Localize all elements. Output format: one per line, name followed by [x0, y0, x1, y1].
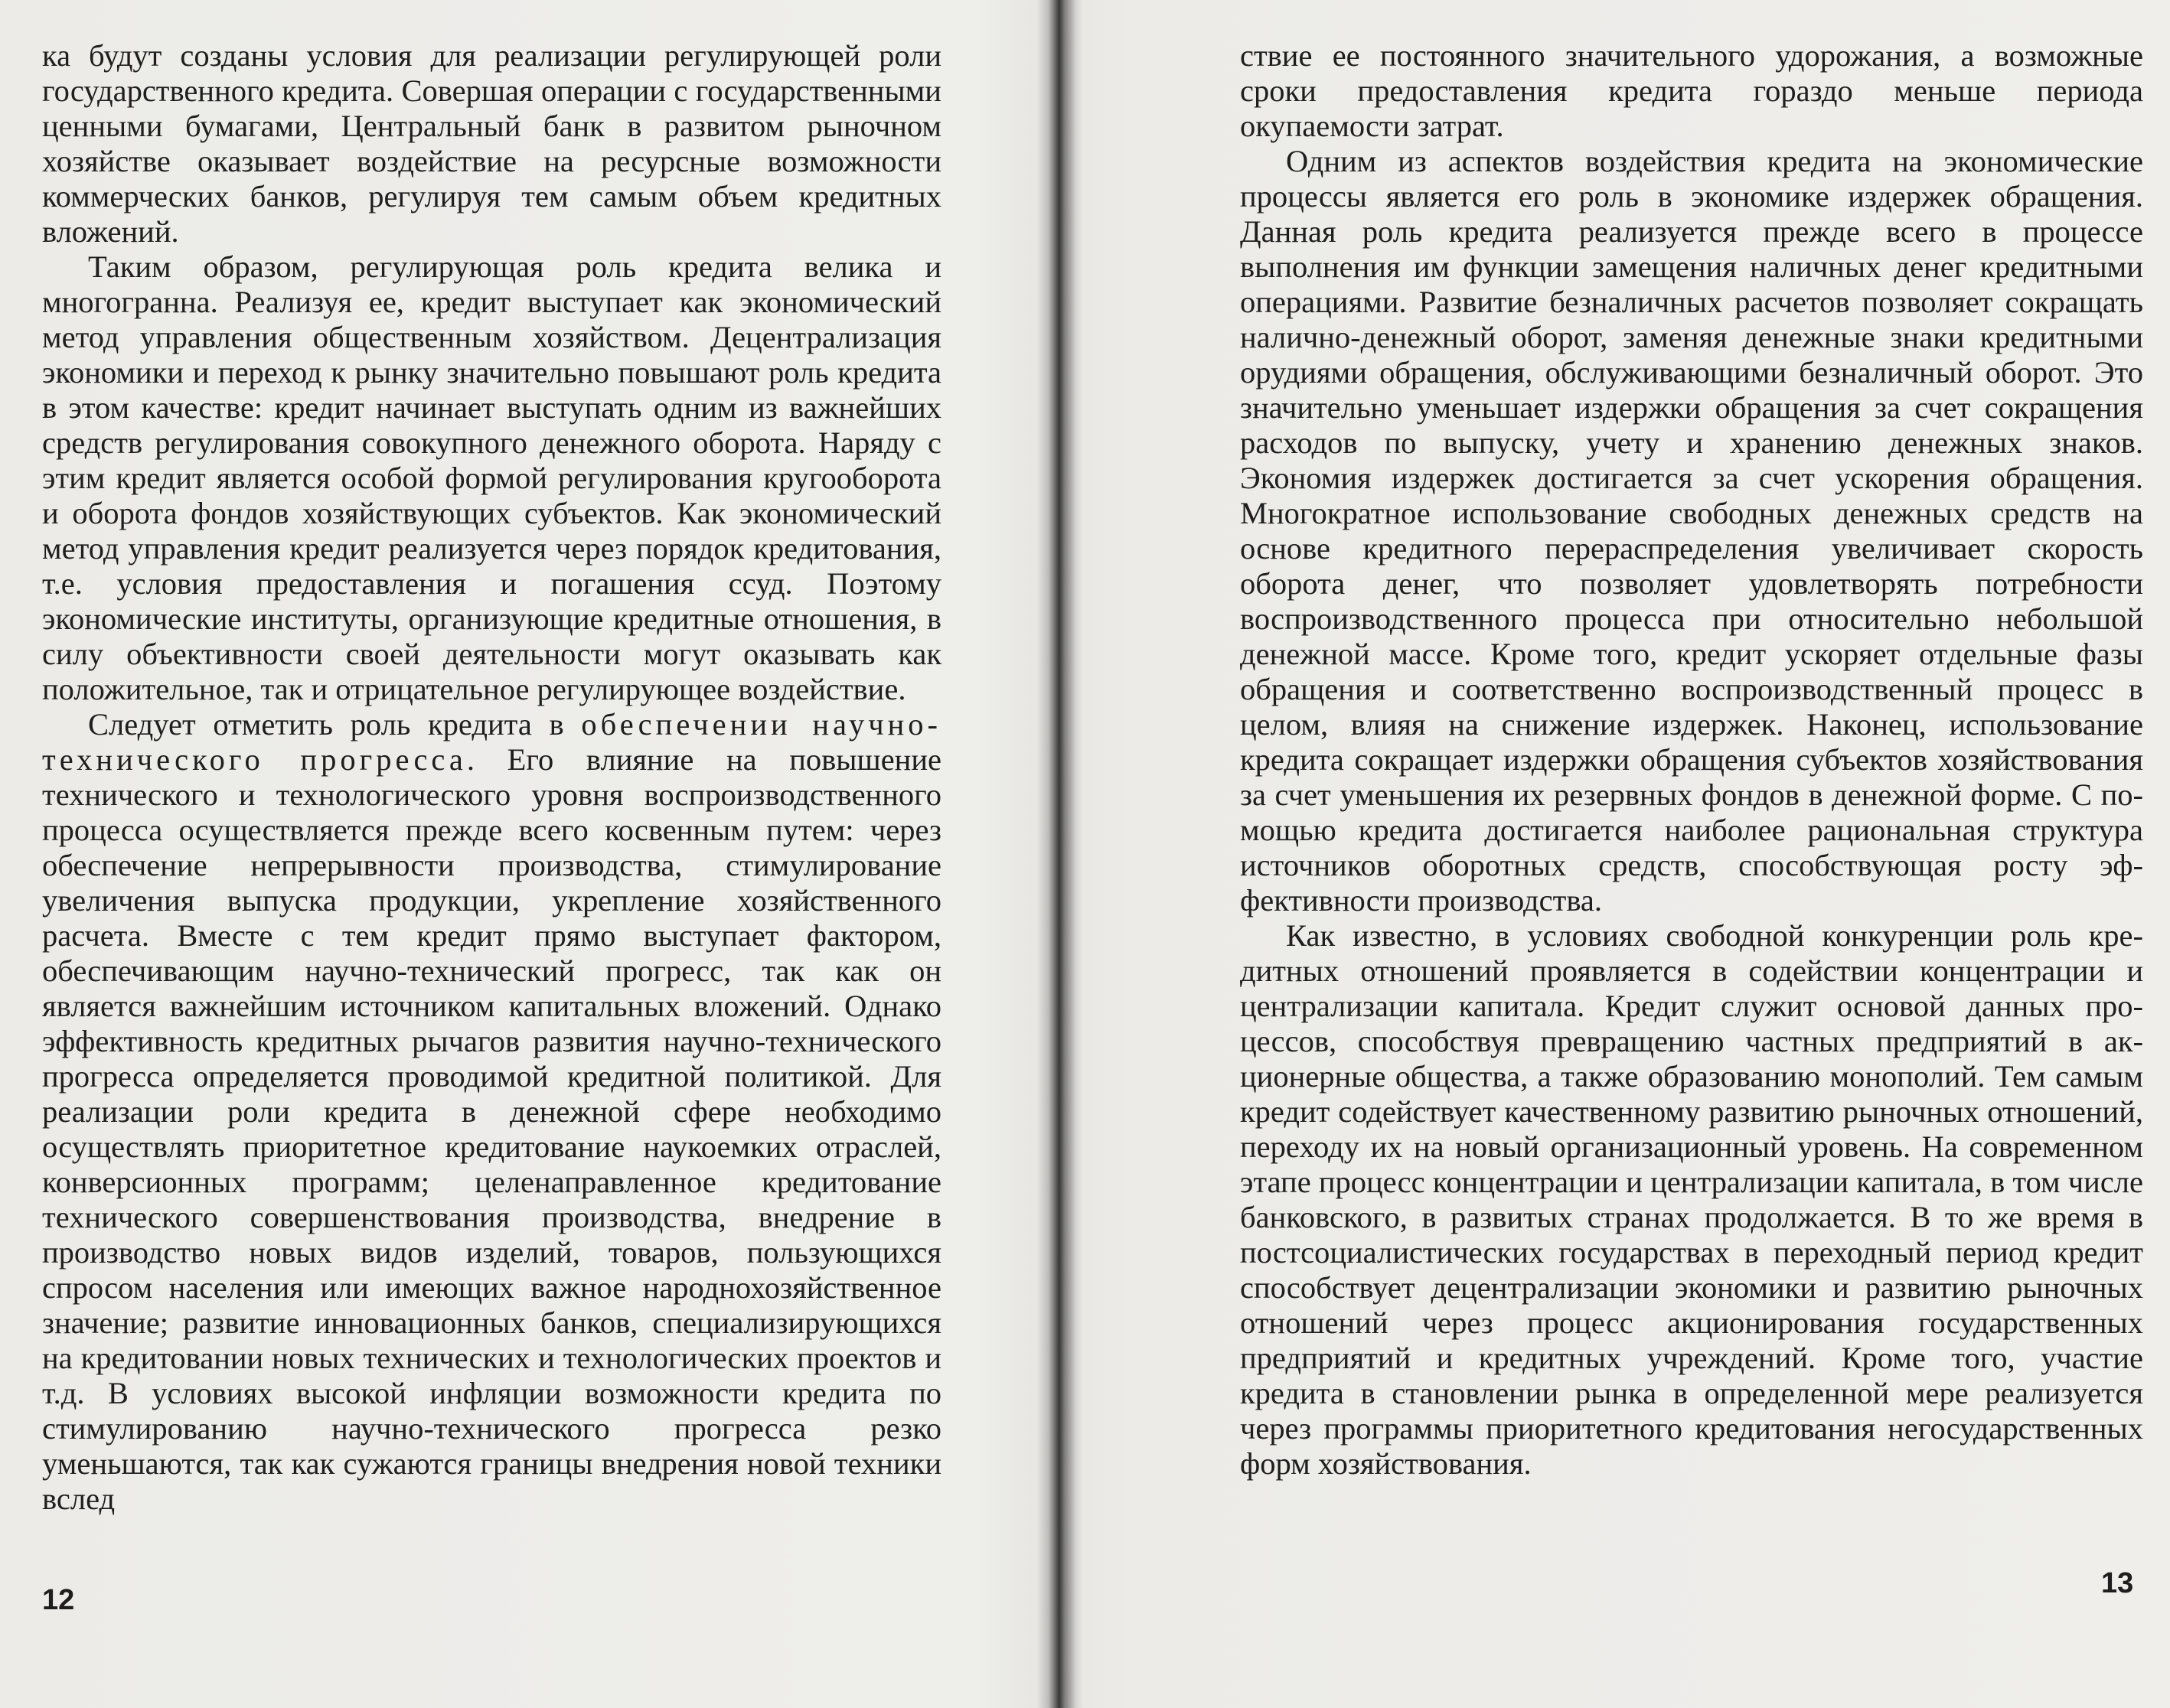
left-paragraph-3-body: . Его влияние на повышение технического и технологического уровня воспроизводственного процесса осуществляется прежде всего косвенным путем: через обеспечение непрерывности производства, стимулирование увеличения выпуска продукции, укрепление хозяйственного расчета. Вместе с тем кредит прямо выступает фактором, обеспечивающим научно-технический прогресс, так как он является важнейшим источником капитальных вложений. Однако эффективность кредитных рычагов развития научно-технического прогресса определяется проводимой кредитной политикой. Для реализации роли кредита в денежной сфере необходимо осуществлять приоритетное кредитование наукоемких отраслей, конверсионных программ; целенаправленное кредитование технического совершенствования производства, внедрение в производство новых видов изделий, товаров, пользующихся спросом населения или имеющих важное народнохозяйственное значение; развитие инновационных банков, специализирующихся на кредитовании новых технических и технологических проектов и т.д. В условиях высокой инфляции возможности кредита по стимулированию научно-технического прогресса резко уменьшаются, так как сужаются границы внедрения новой техники вслед [42, 742, 941, 1516]
left-paragraph-3-intro: Следует отметить роль кредита в [88, 707, 582, 742]
page-number-right: 13 [2101, 1567, 2134, 1599]
emphasized-phrase: обеспечении научно-технического прогресса [42, 707, 941, 777]
right-page [1240, 38, 2143, 1481]
left-paragraph-1: ка будут созданы условия для реализации регулирующей роли государственного кредита. Совершая операции с государственными ценными бумагами, Центральный банк в развитом рыночном хозяйстве оказывает воздействие на ресурсные возможности коммерческих банков, регулируя тем самым объем кредитных вложений. [42, 38, 941, 249]
right-paragraph-3: Как известно, в условиях свободной конкуренции роль кредитных отношений проявляется в содействии концентрации и централизации капитала. Кредит служит основой данных процессов, способствуя превращению частных предприятий в акционерные общества, а также образованию монополий. Тем самым кредит содействует качественному развитию рыночных отношений, переходу их на новый организационный уровень. На современном этапе процесс концентрации и централизации капитала, в том числе банковского, в развитых странах продолжается. В то же время в постсоциалистических государствах в переходный период кредит способствует децентрализации экономики и развитию рыночных отношений через процесс акционирования государственных предприятий и кредитных учреждений. Кроме того, участие кредита в становлении рынка в определенной мере реализуется через программы приоритетного кредитования негосударственных форм хозяйствования. [1240, 918, 2143, 1481]
left-paragraph-3 [42, 707, 941, 1517]
right-paragraph-2: Одним из аспектов воздействия кредита на экономические процессы является его роль в экономике издержек обращения. Данная роль кредита реализуется прежде всего в процессе выполнения им функции замещения наличных денег кредитными операциями. Развитие безналичных расчетов позволяет сокращать налично-денежный оборот, заменяя денежные знаки кредитными орудиями обращения, обслуживающими безналичный оборот. Это значительно уменьшает издержки обращения за счет сокращения расходов по выпуску, учету и хранению денежных знаков. Экономия издержек достигается за счет ускорения обращения. Многократное использование свободных денежных средств на основе кредитного перераспределения увеличивает скорость оборота денег, что позволяет удовлетворять потребности воспроизводственного процесса при относительно небольшой денежной массе. Кроме того, кредит ускоряет отдельные фазы обращения и соответственно воспроизводственный процесс в целом, влияя на снижение издержек. Наконец, использование кредита сокращает издержки обращения субъектов хозяйствования за счет уменьшения их резервных фондов в денежной форме. С помощью кредита достигается наиболее рациональная структура источников оборотных средств, способствующая росту эффективности производства. [1240, 144, 2143, 918]
page-number-left: 12 [42, 1584, 75, 1616]
left-paragraph-2: Таким образом, регулирующая роль кредита велика и многогранна. Реализуя ее, кредит выступает как экономический метод управления общественным хозяйством. Децентрализация экономики и переход к рынку значительно повышают роль кредита в этом качестве: кредит начинает выступать одним из важнейших средств регулирования совокупного денежного оборота. Наряду с этим кредит является особой формой регулирования кругооборота и оборота фондов хозяйствующих субъектов. Как экономический метод управления кредит реализуется через порядок кредитования, т.е. условия предоставления и погашения ссуд. Поэтому экономические институты, организующие кредитные отношения, в силу объективности своей деятельности могут оказывать как положительное, так и отрицательное регулирующее воздействие. [42, 249, 941, 706]
right-paragraph-1: ствие ее постоянного значительного удорожания, а возможные сроки предоставления кредита гораздо меньше периода окупаемости затрат. [1240, 38, 2143, 143]
book-gutter [1037, 0, 1083, 1708]
left-page [42, 38, 941, 1517]
